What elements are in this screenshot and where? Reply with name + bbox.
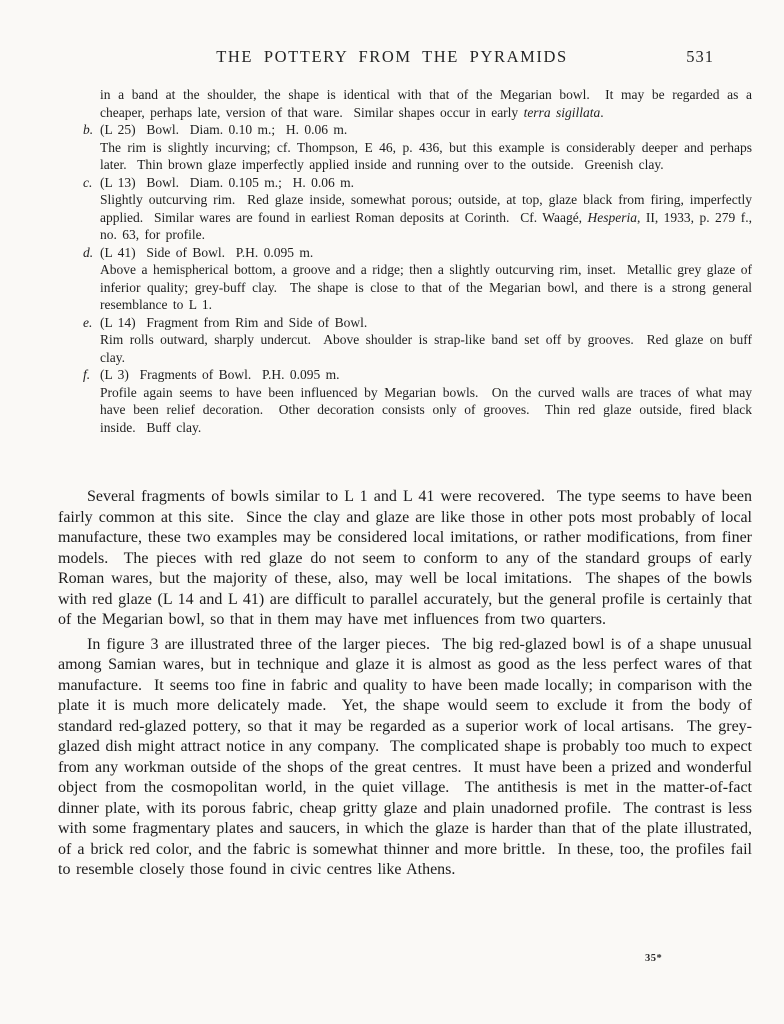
- italic-text-run: terra sigillata: [523, 104, 601, 120]
- catalog-entry: [83, 244, 758, 314]
- catalog-entries: [83, 121, 758, 436]
- entry-heading: (L 3) Fragments of Bowl. P.H. 0.095 m.: [100, 367, 340, 382]
- text-run: in a band at the shoulder, the shape is identical with that of the Megarian bowl. It may be regarded as a cheaper, perhaps late, version of that ware. Similar shapes occur in early: [100, 87, 758, 120]
- catalog-section: [83, 86, 758, 436]
- entry-description: [100, 331, 758, 366]
- body-paragraph-1: Several fragments of bowls similar to L 1 and L 41 were recovered. The type seems to have been fairly common at this site. Since the clay and glaze are like those in other pots most probably of local manufacture, these two examples may be considered local imitations, or rather modifications, from finer models. The pieces with red glaze do not seem to conform to any of the standard groups of early Roman wares, but the majority of these, also, may well be local imitations. The shapes of the bowls with red glaze (L 14 and L 41) are difficult to parallel accurately, but the general profile is certainly that of the Megarian bowl, so that in them may have met influences from two quarters.: [58, 488, 758, 628]
- catalog-entry: [83, 314, 758, 367]
- text-run: , II, 1933, p. 279 f., no. 63, for profile.: [100, 209, 758, 242]
- entry-heading: (L 13) Bowl. Diam. 0.105 m.; H. 0.06 m.: [100, 174, 354, 190]
- printers-mark: 35*: [645, 953, 663, 964]
- italic-text-run: Hesperia: [587, 209, 638, 225]
- text-run: Above a hemispherical bottom, a groove and a ridge; then a slightly outcurving rim, inset. Metallic grey glaze of inferior quality; grey-buff clay. The shape is close to that of the Megarian bowl, and there is a strong general resemblance to L 1.: [100, 262, 758, 312]
- text-run: Slightly outcurving rim. Red glaze inside, somewhat porous; outside, at top, glaze black from firing, imperfectly applied. Similar wares are found in earliest Roman deposits at Corinth. Cf. Waagé,: [100, 192, 758, 225]
- entry-description: [100, 191, 758, 244]
- running-head-title: THE POTTERY FROM THE PYRAMIDS: [216, 47, 568, 66]
- entry-label: d.: [83, 244, 94, 260]
- entry-heading: (L 14) Fragment from Rim and Side of Bowl.: [100, 314, 368, 330]
- body-paragraph-2: In figure 3 are illustrated three of the larger pieces. The big red-glazed bowl is of a shape unusual among Samian wares, but in technique and glaze it is almost as good as the less perfect wares of that manufacture. It seems too fine in fabric and quality to have been made locally; in comparison with the plate it is much more delicately made. Yet, the shape would seem to exclude it from the body of standard red-glazed pottery, so that it may be regarded as a superior work of local artisans. The grey-glazed dish might attract notice in any company. The complicated shape is probably too much to expect from any workman outside of the shops of the great centres. It must have been a prized and wonderful object from the cosmopolitan world, in the quiet village. The antithesis is met in the matter-of-fact dinner plate, with its porous fabric, cheap gritty glaze and plain unadorned profile. The contrast is less with some fragmentary plates and saucers, in which the glaze is harder than that of the plate illustrated, of a brick red color, and the fabric is somewhat thinner and more brittle. In these, too, the profiles fail to resemble closely those found in civic centres like Athens.: [58, 635, 758, 878]
- body-text-section: [58, 487, 758, 881]
- text-run: Profile again seems to have been influenced by Megarian bowls. On the curved walls are traces of what may have been relief decoration. Other decoration consists only of grooves. Thin red glaze outside, fired black inside. Buff clay.: [100, 384, 758, 435]
- catalog-continuation-paragraph: [100, 86, 758, 121]
- entry-label: e.: [83, 314, 93, 330]
- catalog-entry: [83, 366, 758, 436]
- catalog-entry: [83, 121, 758, 174]
- text-run: The rim is slightly incurving; cf. Thompson, E 46, p. 436, but this example is considerably deeper and perhaps later. Thin brown glaze imperfectly applied inside and running over to the outside. Greenish clay.: [100, 139, 758, 172]
- entry-heading: (L 25) Bowl. Diam. 0.10 m.; H. 0.06 m.: [100, 122, 348, 137]
- entry-heading: (L 41) Side of Bowl. P.H. 0.095 m.: [100, 244, 314, 260]
- entry-description: [100, 261, 758, 314]
- entry-description: [100, 139, 758, 174]
- entry-label: c.: [83, 174, 93, 190]
- page-number: 531: [686, 47, 714, 66]
- text-run: Rim rolls outward, sharply undercut. Above shoulder is strap-like band set off by grooves. Red glaze on buff clay.: [100, 332, 758, 365]
- text-run: .: [600, 104, 604, 120]
- entry-description: [100, 384, 758, 437]
- entry-label: b.: [83, 122, 94, 137]
- entry-label: f.: [83, 367, 91, 382]
- catalog-entry: [83, 174, 758, 244]
